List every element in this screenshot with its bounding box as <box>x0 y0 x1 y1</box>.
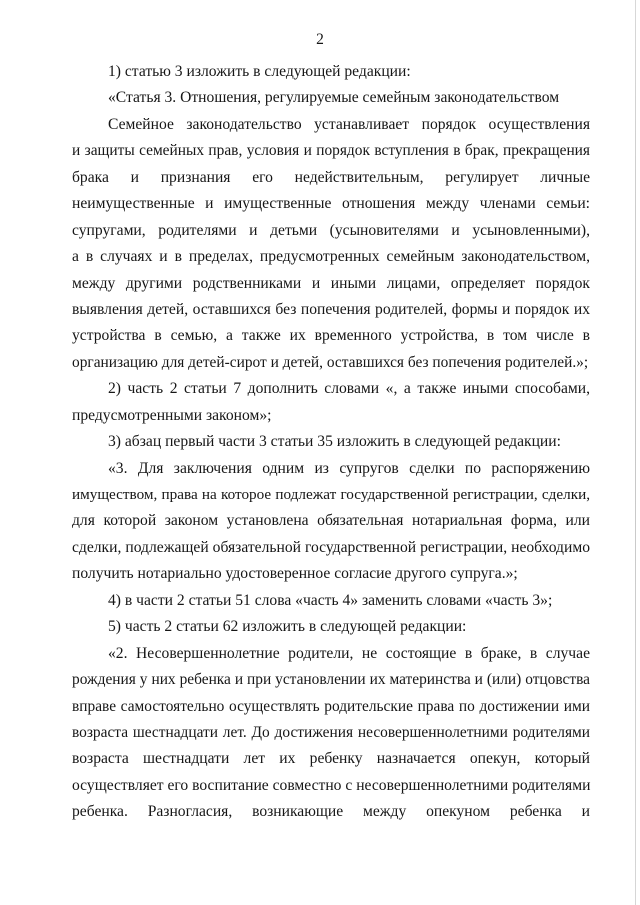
text-line: вправе самостоятельно осуществлять родительские права по достижении ими <box>72 697 590 715</box>
text-line: сделки, подлежащей обязательной государственной регистрации, необходимо <box>72 538 590 556</box>
text-line: имуществом, права на которое подлежат государственной регистрации, сделки, <box>72 486 590 503</box>
text-line: ребенка. Разногласия, возникающие между опекуном ребенка и <box>72 803 590 821</box>
text-line: предусмотренными законом»; <box>72 406 272 424</box>
text-line: получить нотариально удостоверенное согласие другого супруга.»; <box>72 565 518 583</box>
text-line: 3) абзац первый части 3 статьи 35 изложить в следующей редакции: <box>108 433 561 451</box>
text-line: брака и признания его недействительным, регулирует личные <box>72 168 590 186</box>
text-line: супругами, родителями и детьми (усыновителями и усыновленными), <box>72 221 590 239</box>
text-line: 4) в части 2 статьи 51 слова «часть 4» заменить словами «часть 3»; <box>108 591 553 609</box>
text-line: организацию для детей-сирот и детей, оставшихся без попечения родителей.»; <box>72 353 589 371</box>
text-line: Семейное законодательство устанавливает порядок осуществления <box>108 115 590 133</box>
text-line: «3. Для заключения одним из супругов сделки по распоряжению <box>108 459 590 477</box>
text-line: и защиты семейных прав, условия и порядок вступления в брак, прекращения <box>72 142 590 160</box>
page-number: 2 <box>316 31 324 48</box>
text-line: осуществляет его воспитание совместно с несовершеннолетними родителями <box>72 776 591 794</box>
text-line: возраста шестнадцати лет их ребенку назначается опекун, который <box>72 750 590 768</box>
text-line: а в случаях и в пределах, предусмотренных семейным законодательством, <box>72 248 590 266</box>
text-line: 2) часть 2 статьи 7 дополнить словами «, а также иными способами, <box>108 380 590 398</box>
text-line: устройства в семью, а также их временного устройства, в том числе в <box>72 327 590 345</box>
text-line: «2. Несовершеннолетние родители, не состоящие в браке, в случае <box>108 644 590 662</box>
text-line: между другими родственниками и иными лицами, определяет порядок <box>72 274 590 292</box>
text-line: для которой законом установлена обязательная нотариальная форма, или <box>72 512 590 530</box>
text-line: неимущественные и имущественные отношения между членами семьи: <box>72 195 590 213</box>
text-line: рождения у них ребенка и при установлении их материнства и (или) отцовства <box>72 671 590 689</box>
text-line: «Статья 3. Отношения, регулируемые семейным законодательством <box>108 89 560 107</box>
text-line: 5) часть 2 статьи 62 изложить в следующей редакции: <box>108 618 467 636</box>
text-line: выявления детей, оставшихся без попечения родителей, формы и порядок их <box>72 300 590 318</box>
document-body <box>72 59 590 826</box>
text-line: 1) статью 3 изложить в следующей редакции: <box>108 63 411 80</box>
text-line: возраста шестнадцати лет. До достижения несовершеннолетними родителями <box>72 723 590 741</box>
scan-edge-line <box>635 0 636 905</box>
